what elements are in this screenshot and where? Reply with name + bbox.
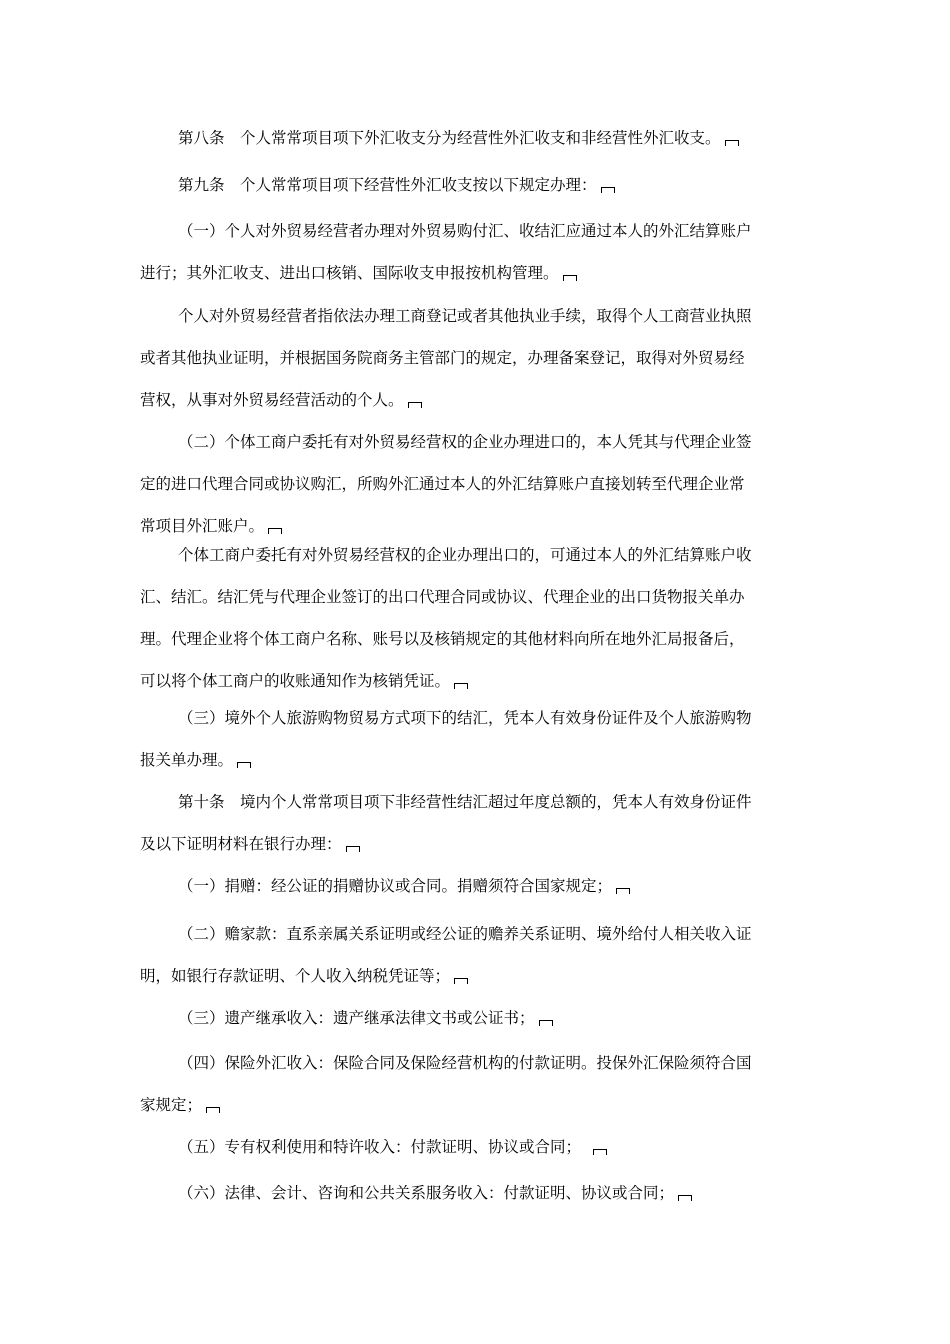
paragraph <box>140 1183 810 1203</box>
line-text: 及以下证明材料在银行办理： <box>140 835 342 853</box>
line-text: 报关单办理。 <box>140 751 234 769</box>
paragraph <box>140 792 810 854</box>
paragraph-mark-icon <box>601 187 615 193</box>
text-line <box>140 1095 810 1115</box>
line-text: 第十条 境内个人常常项目项下非经营性结汇超过年度总额的，凭本人有效身份证件 <box>178 793 752 811</box>
line-text: （六）法律、会计、咨询和公共关系服务收入：付款证明、协议或合同； <box>178 1184 675 1202</box>
paragraph-mark-icon <box>454 978 468 984</box>
paragraph <box>140 876 810 896</box>
paragraph-mark-icon <box>206 1107 220 1113</box>
text-line <box>140 1137 810 1157</box>
line-text: （一）捐赠：经公证的捐赠协议或合同。捐赠须符合国家规定； <box>178 877 613 895</box>
paragraph <box>140 545 810 691</box>
text-line <box>140 348 810 368</box>
text-line <box>140 966 810 986</box>
line-text: （一）个人对外贸易经营者办理对外贸易购付汇、收结汇应通过本人的外汇结算账户 <box>178 222 752 240</box>
text-line <box>140 876 810 896</box>
text-line <box>140 474 810 494</box>
text-line <box>140 221 810 241</box>
paragraph-mark-icon <box>725 140 739 146</box>
line-text: 个人对外贸易经营者指依法办理工商登记或者其他执业手续，取得个人工商营业执照 <box>178 307 752 325</box>
paragraph <box>140 432 810 536</box>
paragraph <box>140 1008 810 1028</box>
paragraph <box>140 1137 810 1157</box>
text-line <box>140 516 810 536</box>
paragraph-mark-icon <box>408 402 422 408</box>
line-text: 常项目外汇账户。 <box>140 517 265 535</box>
text-line <box>140 629 810 649</box>
line-text: 第八条 个人常常项目项下外汇收支分为经营性外汇收支和非经营性外汇收支。 <box>178 129 721 147</box>
paragraph <box>140 708 810 770</box>
text-line <box>140 432 810 452</box>
text-line <box>140 128 810 148</box>
text-line <box>140 834 810 854</box>
paragraph-mark-icon <box>539 1020 553 1026</box>
line-text: （三）遗产继承收入：遗产继承法律文书或公证书； <box>178 1009 535 1027</box>
line-text: （二）赡家款：直系亲属关系证明或经公证的赡养关系证明、境外给付人相关收入证 <box>178 925 752 943</box>
text-line <box>140 750 810 770</box>
text-line <box>140 924 810 944</box>
text-line <box>140 792 810 812</box>
text-line <box>140 390 810 410</box>
paragraph-mark-icon <box>678 1195 692 1201</box>
text-line <box>140 1183 810 1203</box>
paragraph-mark-icon <box>593 1149 607 1155</box>
paragraph-mark-icon <box>454 683 468 689</box>
paragraph <box>140 128 810 148</box>
text-line <box>140 1008 810 1028</box>
text-line <box>140 708 810 728</box>
line-text: 明，如银行存款证明、个人收入纳税凭证等； <box>140 967 451 985</box>
line-text: 个体工商户委托有对外贸易经营权的企业办理出口的，可通过本人的外汇结算账户收 <box>178 546 752 564</box>
paragraph <box>140 1053 810 1115</box>
line-text: 可以将个体工商户的收账通知作为核销凭证。 <box>140 672 451 690</box>
text-line <box>140 175 810 195</box>
paragraph-mark-icon <box>616 888 630 894</box>
paragraph <box>140 924 810 986</box>
line-text: 营权，从事对外贸易经营活动的个人。 <box>140 391 404 409</box>
line-text: 家规定； <box>140 1096 203 1114</box>
text-line <box>140 306 810 326</box>
line-text: 定的进口代理合同或协议购汇，所购外汇通过本人的外汇结算账户直接划转至代理企业常 <box>140 475 745 493</box>
line-text: （三）境外个人旅游购物贸易方式项下的结汇，凭本人有效身份证件及个人旅游购物 <box>178 709 752 727</box>
line-text: 理。代理企业将个体工商户名称、账号以及核销规定的其他材料向所在地外汇局报备后， <box>140 630 745 648</box>
line-text: （四）保险外汇收入：保险合同及保险经营机构的付款证明。投保外汇保险须符合国 <box>178 1054 752 1072</box>
text-line <box>140 1053 810 1073</box>
paragraph-mark-icon <box>563 275 577 281</box>
paragraph-mark-icon <box>346 846 360 852</box>
paragraph-mark-icon <box>237 762 251 768</box>
paragraph <box>140 221 810 283</box>
paragraph <box>140 175 810 195</box>
paragraph <box>140 306 810 410</box>
line-text: 汇、结汇。结汇凭与代理企业签订的出口代理合同或协议、代理企业的出口货物报关单办 <box>140 588 745 606</box>
paragraph-mark-icon <box>268 528 282 534</box>
line-text: 第九条 个人常常项目项下经营性外汇收支按以下规定办理： <box>178 176 597 194</box>
line-text: （五）专有权利使用和特许收入：付款证明、协议或合同； <box>178 1138 589 1156</box>
line-text: 进行；其外汇收支、进出口核销、国际收支申报按机构管理。 <box>140 264 559 282</box>
line-text: （二）个体工商户委托有对外贸易经营权的企业办理进口的，本人凭其与代理企业签 <box>178 433 752 451</box>
text-line <box>140 545 810 565</box>
text-line <box>140 263 810 283</box>
text-line <box>140 587 810 607</box>
text-line <box>140 671 810 691</box>
line-text: 或者其他执业证明，并根据国务院商务主管部门的规定，办理备案登记，取得对外贸易经 <box>140 349 745 367</box>
